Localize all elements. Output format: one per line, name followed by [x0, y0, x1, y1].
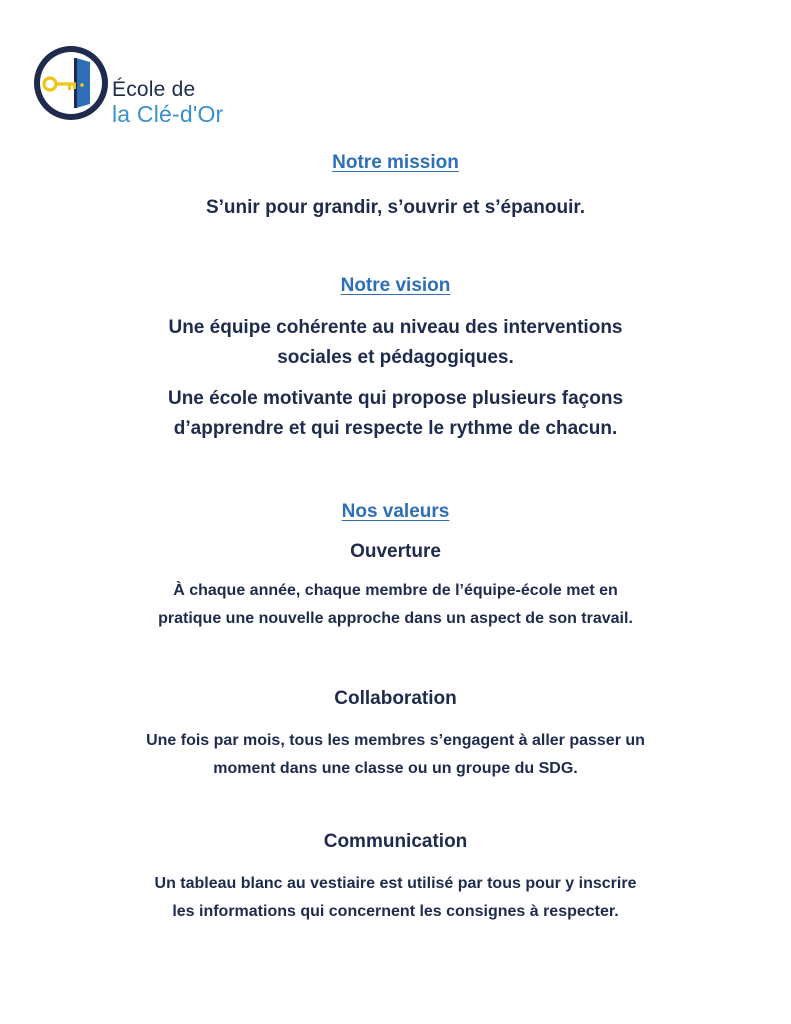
vision-p1-line1: Une équipe cohérente au niveau des interventions	[168, 317, 623, 338]
school-logo	[32, 44, 224, 128]
value-title-communication: Communication	[323, 831, 468, 852]
values-heading: Nos valeurs	[341, 501, 450, 522]
value-text-line: pratique une nouvelle approche dans un aspect de son travail.	[158, 610, 633, 627]
door-key-logo-icon	[32, 44, 110, 122]
value-text-ouverture	[0, 577, 791, 633]
logo-text-line1: École de	[112, 78, 196, 101]
value-text-collaboration	[0, 727, 791, 783]
vision-paragraph-1	[0, 313, 791, 373]
vision-p2-line1: Une école motivante qui propose plusieurs façons	[167, 388, 624, 409]
value-text-line: les informations qui concernent les consignes à respecter.	[172, 903, 619, 920]
value-text-communication	[0, 870, 791, 926]
vision-p2-line2: d’apprendre et qui respecte le rythme de chacun.	[173, 418, 618, 439]
value-text-line: Un tableau blanc au vestiaire est utilisé par tous pour y inscrire	[154, 875, 637, 892]
value-text-line: À chaque année, chaque membre de l’équipe-école met en	[173, 582, 618, 599]
vision-paragraph-2	[0, 384, 791, 444]
vision-p1-line2: sociales et pédagogiques.	[277, 347, 514, 368]
value-title-collaboration: Collaboration	[334, 688, 457, 709]
value-text-line: Une fois par mois, tous les membres s’engagent à aller passer un	[146, 732, 645, 749]
mission-text: S’unir pour grandir, s’ouvrir et s’épanouir.	[205, 197, 586, 218]
logo-text-line2: la Clé-d'Or	[112, 101, 224, 127]
value-text-line: moment dans une classe ou un groupe du SDG.	[213, 760, 578, 777]
value-title-ouverture: Ouverture	[350, 541, 441, 562]
vision-heading: Notre vision	[340, 275, 451, 296]
mission-heading: Notre mission	[332, 152, 459, 173]
